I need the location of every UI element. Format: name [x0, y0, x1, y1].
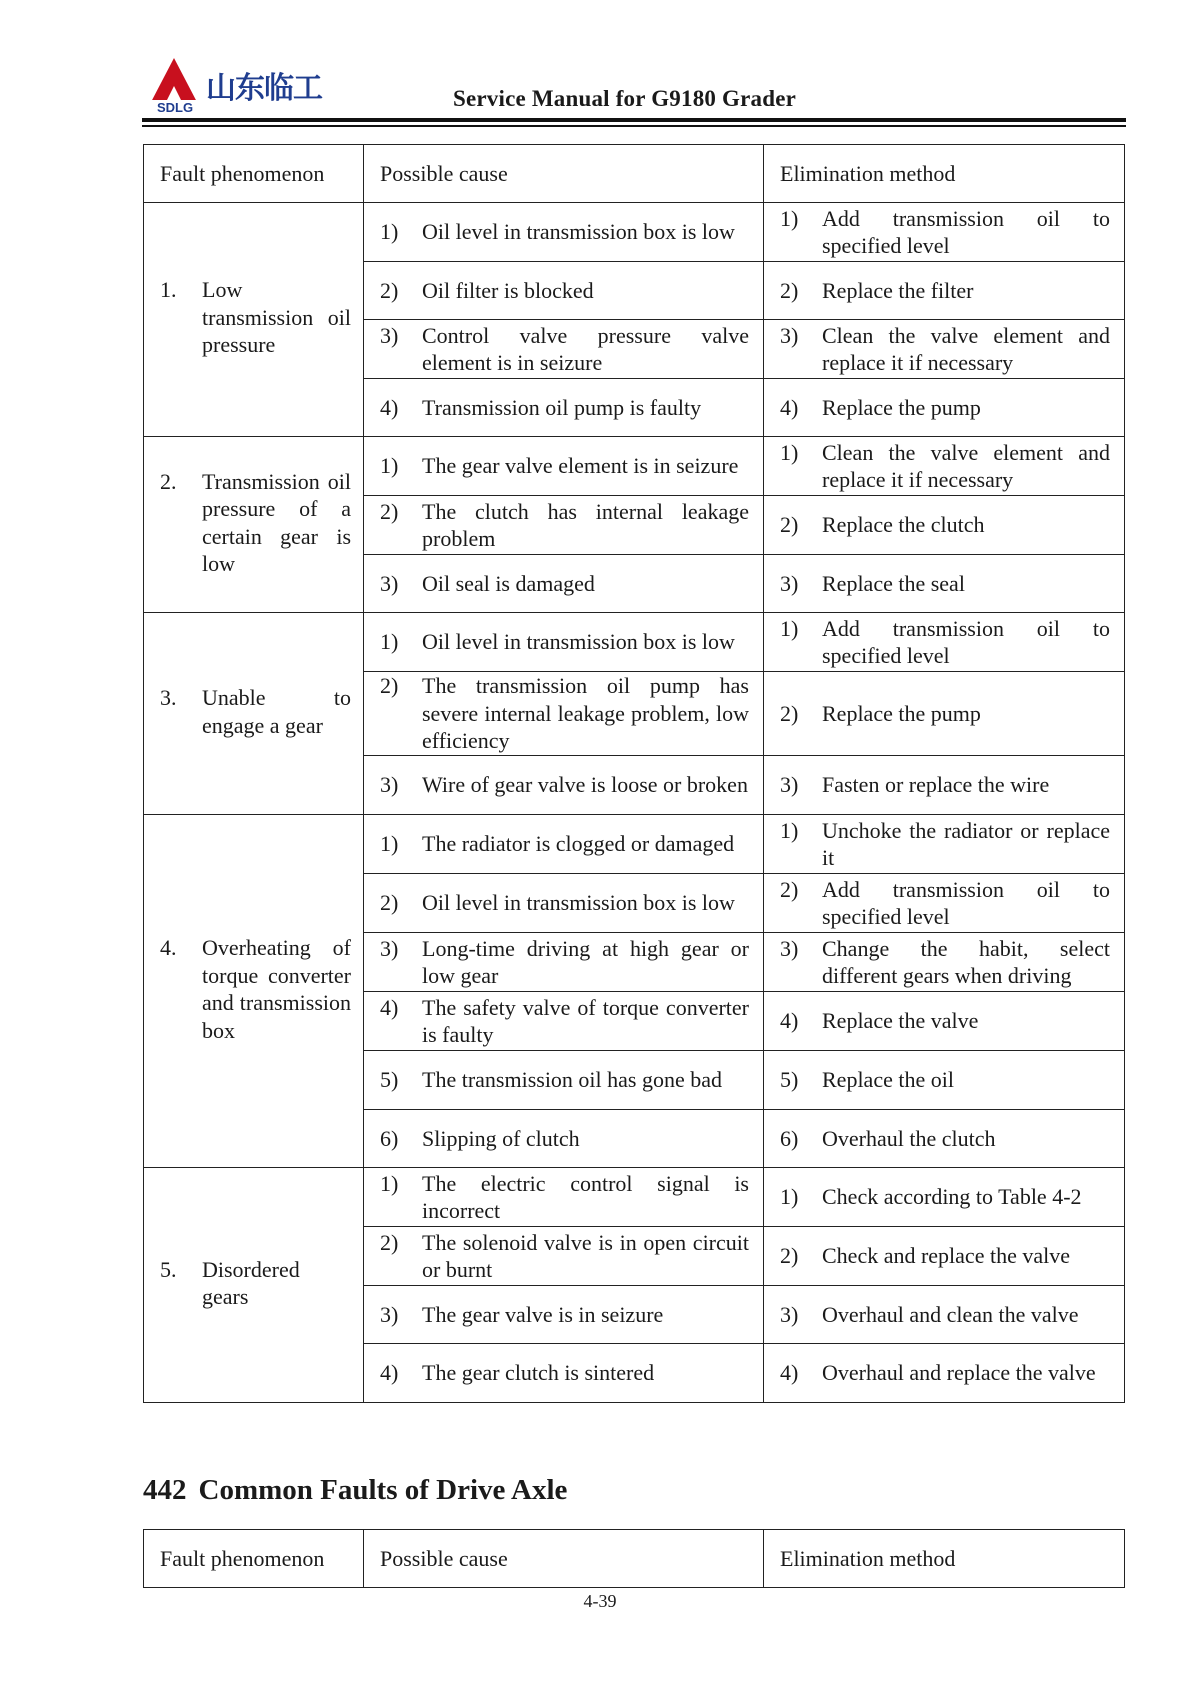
cause-text: Control valve pressure valve element is in seizure: [422, 322, 749, 375]
cause-cell: [364, 320, 764, 379]
method-number: 1): [780, 439, 799, 465]
cause-item: [364, 830, 763, 858]
method-cell: [764, 992, 1125, 1051]
method-cell: [764, 672, 1125, 756]
method-cell: [764, 1227, 1125, 1286]
fault-number: 1.: [160, 277, 177, 303]
method-cell: [764, 874, 1125, 933]
cause-number: 1): [380, 629, 399, 655]
cause-cell: [364, 496, 764, 555]
method-item: [764, 1066, 1124, 1094]
method-text: Replace the pump: [822, 394, 981, 420]
method-item: [764, 1125, 1124, 1153]
method-number: 2): [780, 876, 799, 902]
method-number: 3): [780, 570, 799, 596]
method-text: Check according to Table 4-2: [822, 1184, 1082, 1210]
page-number: 4-39: [583, 1591, 617, 1611]
table-row: [144, 1168, 1125, 1227]
method-cell: [764, 933, 1125, 992]
fault-cell: [144, 815, 364, 1168]
cause-number: 3): [380, 772, 399, 798]
method-item: [764, 394, 1124, 422]
cause-number: 4): [380, 994, 399, 1020]
method-text: Overhaul and clean the valve: [822, 1301, 1079, 1327]
method-item: [764, 771, 1124, 799]
method-number: 2): [780, 1243, 799, 1269]
cause-item: [364, 771, 763, 799]
col-header-fault: Fault phenomenon: [144, 1530, 364, 1588]
cause-text: The clutch has internal leakage problem: [422, 498, 749, 551]
col-header-fault: Fault phenomenon: [144, 145, 364, 203]
cause-text: Wire of gear valve is loose or broken: [422, 772, 748, 798]
method-cell: [764, 555, 1125, 613]
cause-cell: [364, 379, 764, 437]
cause-cell: [364, 613, 764, 672]
header-rule-thick: [142, 118, 1126, 122]
cause-item: [364, 322, 763, 377]
col-header-cause: Possible cause: [364, 1530, 764, 1588]
table-row: [144, 437, 1125, 496]
cause-text: Slipping of clutch: [422, 1125, 580, 1151]
cause-text: The electric control signal is incorrect: [422, 1170, 749, 1223]
cause-cell: [364, 874, 764, 933]
cause-text: The solenoid valve is in open circuit or burnt: [422, 1229, 749, 1282]
cause-cell: [364, 1051, 764, 1110]
cause-number: 1): [380, 219, 399, 245]
fault-number: 3.: [160, 685, 177, 710]
cause-item: [364, 1359, 763, 1387]
method-number: 1): [780, 817, 799, 843]
cause-number: 3): [380, 322, 399, 348]
section-heading: [143, 1474, 567, 1507]
method-text: Clean the valve element and replace it if necessary: [822, 322, 1110, 375]
table-row: [144, 815, 1125, 874]
method-cell: [764, 320, 1125, 379]
cause-item: [364, 1229, 763, 1284]
method-cell: [764, 1051, 1125, 1110]
cause-number: 3): [380, 570, 399, 596]
method-item: [764, 322, 1124, 377]
cause-number: 4): [380, 394, 399, 420]
cause-cell: [364, 756, 764, 815]
method-item: [764, 439, 1124, 494]
fault-number: 4.: [160, 935, 177, 960]
fault-text: Disordered gears: [202, 1256, 300, 1309]
method-number: 1): [780, 615, 799, 641]
fault-phenomenon: [144, 1256, 363, 1311]
method-cell: [764, 379, 1125, 437]
fault-cell: [144, 437, 364, 613]
fault-cell: [144, 613, 364, 815]
fault-text: Low transmission oil pressure: [202, 277, 351, 358]
cause-cell: [364, 437, 764, 496]
table-row: [144, 613, 1125, 672]
cause-cell: [364, 1110, 764, 1168]
cause-text: The gear valve element is in seizure: [422, 453, 739, 479]
cause-text: The transmission oil has gone bad: [422, 1067, 723, 1093]
method-item: [764, 876, 1124, 931]
cause-cell: [364, 933, 764, 992]
method-text: Replace the filter: [822, 277, 974, 303]
cause-item: [364, 1170, 763, 1225]
method-number: 3): [780, 322, 799, 348]
method-item: [764, 1007, 1124, 1035]
method-text: Add transmission oil to specified level: [822, 615, 1110, 668]
fault-table-transmission: [143, 144, 1125, 1403]
method-item: [764, 1242, 1124, 1270]
method-number: 4): [780, 1008, 799, 1034]
cause-text: The gear clutch is sintered: [422, 1360, 655, 1386]
cause-item: [364, 889, 763, 917]
method-number: 2): [780, 277, 799, 303]
method-item: [764, 1301, 1124, 1329]
cause-number: 5): [380, 1067, 399, 1093]
cause-number: 2): [380, 277, 399, 303]
table-row: [144, 203, 1125, 262]
cause-number: 2): [380, 673, 399, 699]
cause-cell: [364, 1344, 764, 1403]
cause-item: [364, 672, 763, 755]
cause-item: [364, 452, 763, 480]
cause-text: The radiator is clogged or damaged: [422, 831, 735, 857]
method-text: Replace the pump: [822, 700, 981, 726]
fault-phenomenon: [144, 468, 363, 578]
method-cell: [764, 496, 1125, 555]
cause-cell: [364, 672, 764, 756]
method-text: Replace the oil: [822, 1067, 954, 1093]
method-number: 2): [780, 512, 799, 538]
cause-number: 1): [380, 1170, 399, 1196]
method-item: [764, 935, 1124, 990]
cause-text: The transmission oil pump has severe internal leakage problem, low efficiency: [422, 673, 749, 754]
cause-text: Oil level in transmission box is low: [422, 629, 735, 655]
method-item: [764, 205, 1124, 260]
cause-item: [364, 1125, 763, 1153]
cause-cell: [364, 992, 764, 1051]
cause-item: [364, 218, 763, 246]
method-text: Unchoke the radiator or replace it: [822, 817, 1110, 870]
col-header-method: Elimination method: [764, 1530, 1125, 1588]
cause-cell: [364, 815, 764, 874]
method-item: [764, 1359, 1124, 1387]
cause-number: 2): [380, 498, 399, 524]
method-number: 3): [780, 772, 799, 798]
method-number: 1): [780, 205, 799, 231]
fault-text: Overheating of torque converter and transmission box: [202, 935, 351, 1043]
fault-number: 5.: [160, 1256, 177, 1282]
fault-cell: [144, 1168, 364, 1403]
method-text: Clean the valve element and replace it if necessary: [822, 439, 1110, 492]
cause-cell: [364, 1168, 764, 1227]
method-cell: [764, 437, 1125, 496]
method-cell: [764, 815, 1125, 874]
method-text: Add transmission oil to specified level: [822, 205, 1110, 258]
cause-cell: [364, 203, 764, 262]
method-cell: [764, 613, 1125, 672]
method-cell: [764, 1344, 1125, 1403]
method-item: [764, 1183, 1124, 1211]
cause-text: The safety valve of torque converter is faulty: [422, 994, 749, 1047]
cause-number: 2): [380, 1229, 399, 1255]
cause-text: Long-time driving at high gear or low gear: [422, 935, 749, 988]
method-cell: [764, 262, 1125, 320]
cause-number: 1): [380, 453, 399, 479]
cause-cell: [364, 555, 764, 613]
cause-cell: [364, 1227, 764, 1286]
method-item: [764, 615, 1124, 670]
cause-text: Oil level in transmission box is low: [422, 890, 735, 916]
method-text: Overhaul the clutch: [822, 1125, 996, 1151]
method-cell: [764, 1168, 1125, 1227]
method-text: Change the habit, select different gears when driving: [822, 935, 1110, 988]
cause-item: [364, 570, 763, 598]
cause-item: [364, 394, 763, 422]
method-text: Replace the valve: [822, 1008, 979, 1034]
method-number: 5): [780, 1067, 799, 1093]
table-header-row: [144, 145, 1125, 203]
fault-text: Unable to engage a gear: [202, 685, 351, 738]
method-text: Fasten or replace the wire: [822, 772, 1050, 798]
fault-phenomenon: [144, 684, 363, 739]
method-cell: [764, 1110, 1125, 1168]
method-cell: [764, 756, 1125, 815]
method-item: [764, 277, 1124, 305]
cause-number: 3): [380, 1301, 399, 1327]
method-item: [764, 570, 1124, 598]
cause-item: [364, 994, 763, 1049]
method-text: Replace the clutch: [822, 512, 985, 538]
cause-number: 6): [380, 1125, 399, 1151]
col-header-cause: Possible cause: [364, 145, 764, 203]
cause-number: 3): [380, 935, 399, 961]
cause-item: [364, 935, 763, 990]
sdlg-logo: [148, 56, 368, 114]
table-header-row: [144, 1530, 1125, 1588]
logo-text: 山东临工: [206, 71, 322, 106]
header-rule-thin: [142, 125, 1126, 127]
fault-cell: [144, 203, 364, 437]
header-title: Service Manual for G9180 Grader: [453, 86, 797, 111]
method-text: Overhaul and replace the valve: [822, 1360, 1096, 1386]
cause-item: [364, 1301, 763, 1329]
logo-abbr: SDLG: [156, 100, 194, 114]
cause-item: [364, 1066, 763, 1094]
cause-text: Oil level in transmission box is low: [422, 219, 735, 245]
method-item: [764, 700, 1124, 728]
method-number: 3): [780, 1301, 799, 1327]
cause-text: Transmission oil pump is faulty: [422, 394, 702, 420]
method-text: Check and replace the valve: [822, 1243, 1070, 1269]
method-cell: [764, 1286, 1125, 1344]
method-number: 6): [780, 1125, 799, 1151]
cause-cell: [364, 1286, 764, 1344]
method-text: Add transmission oil to specified level: [822, 876, 1110, 929]
cause-item: [364, 498, 763, 553]
section-title: Common Faults of Drive Axle: [198, 1474, 568, 1506]
col-header-method: Elimination method: [764, 145, 1125, 203]
cause-number: 1): [380, 831, 399, 857]
method-text: Replace the seal: [822, 570, 965, 596]
cause-number: 2): [380, 890, 399, 916]
cause-text: Oil filter is blocked: [422, 277, 594, 303]
cause-text: The gear valve is in seizure: [422, 1301, 664, 1327]
fault-phenomenon: [144, 276, 363, 359]
fault-number: 2.: [160, 468, 177, 494]
fault-table-drive-axle: [143, 1529, 1125, 1588]
method-number: 2): [780, 700, 799, 726]
cause-item: [364, 628, 763, 656]
cause-text: Oil seal is damaged: [422, 570, 595, 596]
fault-text: Transmission oil pressure of a certain gear is low: [202, 468, 351, 576]
method-number: 3): [780, 935, 799, 961]
method-item: [764, 511, 1124, 539]
method-cell: [764, 203, 1125, 262]
cause-cell: [364, 262, 764, 320]
cause-item: [364, 277, 763, 305]
method-number: 4): [780, 1360, 799, 1386]
method-item: [764, 817, 1124, 872]
cause-number: 4): [380, 1360, 399, 1386]
section-number: 442: [143, 1474, 187, 1506]
fault-phenomenon: [144, 934, 363, 1044]
method-number: 4): [780, 394, 799, 420]
method-number: 1): [780, 1184, 799, 1210]
